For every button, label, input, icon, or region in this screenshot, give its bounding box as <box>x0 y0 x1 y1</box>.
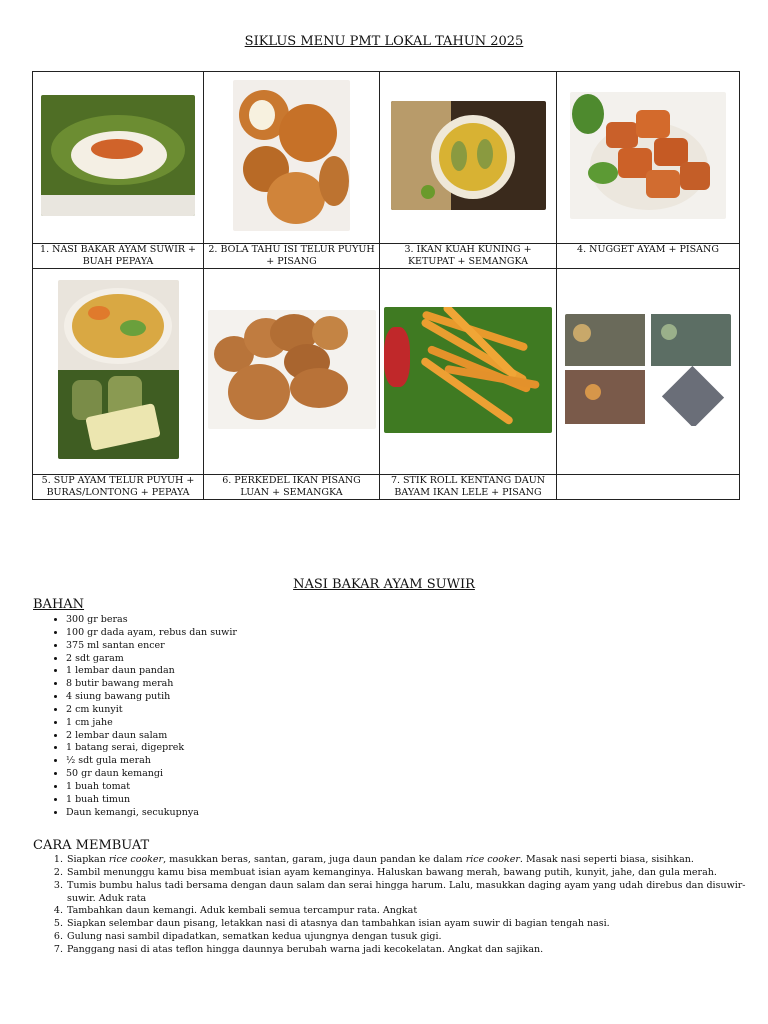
ingredient-item: • 50 gr daun kemangi <box>66 768 237 781</box>
photo-sup-ayam-buras <box>58 280 179 459</box>
step-item: 5. Siapkan selembar daun pisang, letakkan nasi di atasnya dan tambahkan isian ayam suwir di bagian tengah nasi. <box>66 918 756 931</box>
menu-image-cell-3 <box>380 72 557 244</box>
ingredient-item: • Daun kemangi, secukupnya <box>66 807 237 820</box>
photo-stik-roll-kentang <box>384 307 552 433</box>
ingredient-item: • 8 butir bawang merah <box>66 678 237 691</box>
ingredient-item: • 1 lembar daun pandan <box>66 665 237 678</box>
photo-ikan-kuah-kuning <box>391 101 546 210</box>
ingredient-item: • 1 cm jahe <box>66 717 237 730</box>
ingredient-item: • 1 buah timun <box>66 794 237 807</box>
menu-caption-4: 4. NUGGET AYAM + PISANG <box>557 244 740 269</box>
menu-caption-1: 1. NASI BAKAR AYAM SUWIR + BUAH PEPAYA <box>33 244 204 269</box>
step-item: 3. Tumis bumbu halus tadi bersama dengan daun salam dan serai hingga harum. Lalu, masukkan daging ayam yang udah direbus dan disuwir-suwir. Aduk rata <box>66 880 756 906</box>
recipe-title: NASI BAKAR AYAM SUWIR <box>293 577 475 592</box>
ingredient-item: • 1 buah tomat <box>66 781 237 794</box>
menu-caption-2: 2. BOLA TAHU ISI TELUR PUYUH + PISANG <box>204 244 380 269</box>
menu-caption-8 <box>557 475 740 500</box>
menu-cycle-table <box>32 71 740 500</box>
menu-image-cell-6 <box>204 269 380 475</box>
ingredient-item: • 4 siung bawang putih <box>66 691 237 704</box>
menu-image-cell-8 <box>557 269 740 475</box>
step-item: 2. Sambil menunggu kamu bisa membuat isian ayam kemanginya. Haluskan bawang merah, bawang putih, kunyit, jahe, dan gula merah. <box>66 867 756 880</box>
menu-caption-5: 5. SUP AYAM TELUR PUYUH + BURAS/LONTONG + PEPAYA <box>33 475 204 500</box>
menu-image-cell-2 <box>204 72 380 244</box>
photo-nasi-bakar <box>41 95 195 216</box>
ingredient-item: • 375 ml santan encer <box>66 640 237 653</box>
ingredient-item: • 1 batang serai, digeprek <box>66 742 237 755</box>
photo-nugget-ayam <box>570 92 726 219</box>
ingredients-heading: BAHAN <box>33 597 85 612</box>
ingredients-list <box>33 614 237 820</box>
menu-image-cell-5 <box>33 269 204 475</box>
menu-caption-6: 6. PERKEDEL IKAN PISANG LUAN + SEMANGKA <box>204 475 380 500</box>
menu-caption-7: 7. STIK ROLL KENTANG DAUN BAYAM IKAN LELE + PISANG <box>380 475 557 500</box>
menu-image-cell-7 <box>380 269 557 475</box>
ingredient-item: • 2 cm kunyit <box>66 704 237 717</box>
step-item: 6. Gulung nasi sambil dipadatkan, sematkan kedua ujungnya dengan tusuk gigi. <box>66 931 756 944</box>
step-item: 4. Tambahkan daun kemangi. Aduk kembali semua tercampur rata. Angkat <box>66 905 756 918</box>
ingredient-item: • 2 sdt garam <box>66 653 237 666</box>
document-title: SIKLUS MENU PMT LOKAL TAHUN 2025 <box>244 34 524 49</box>
step-item: 7. Panggang nasi di atas teflon hingga daunnya berubah warna jadi kecokelatan. Angkat dan sajikan. <box>66 944 756 957</box>
step-item: 1. Siapkan rice cooker, masukkan beras, santan, garam, juga daun pandan ke dalam rice cooker. Masak nasi seperti biasa, sisihkan. <box>66 854 756 867</box>
steps-list <box>33 854 756 957</box>
photo-collage <box>565 314 731 426</box>
ingredient-item: • 100 gr dada ayam, rebus dan suwir <box>66 627 237 640</box>
photo-perkedel-ikan <box>208 310 376 429</box>
steps-heading: CARA MEMBUAT <box>33 838 150 853</box>
ingredient-item: • ½ sdt gula merah <box>66 755 237 768</box>
menu-image-cell-4 <box>557 72 740 244</box>
ingredient-item: • 2 lembar daun salam <box>66 730 237 743</box>
menu-image-cell-1 <box>33 72 204 244</box>
ingredient-item: • 300 gr beras <box>66 614 237 627</box>
photo-bola-tahu <box>233 80 350 231</box>
menu-caption-3: 3. IKAN KUAH KUNING + KETUPAT + SEMANGKA <box>380 244 557 269</box>
